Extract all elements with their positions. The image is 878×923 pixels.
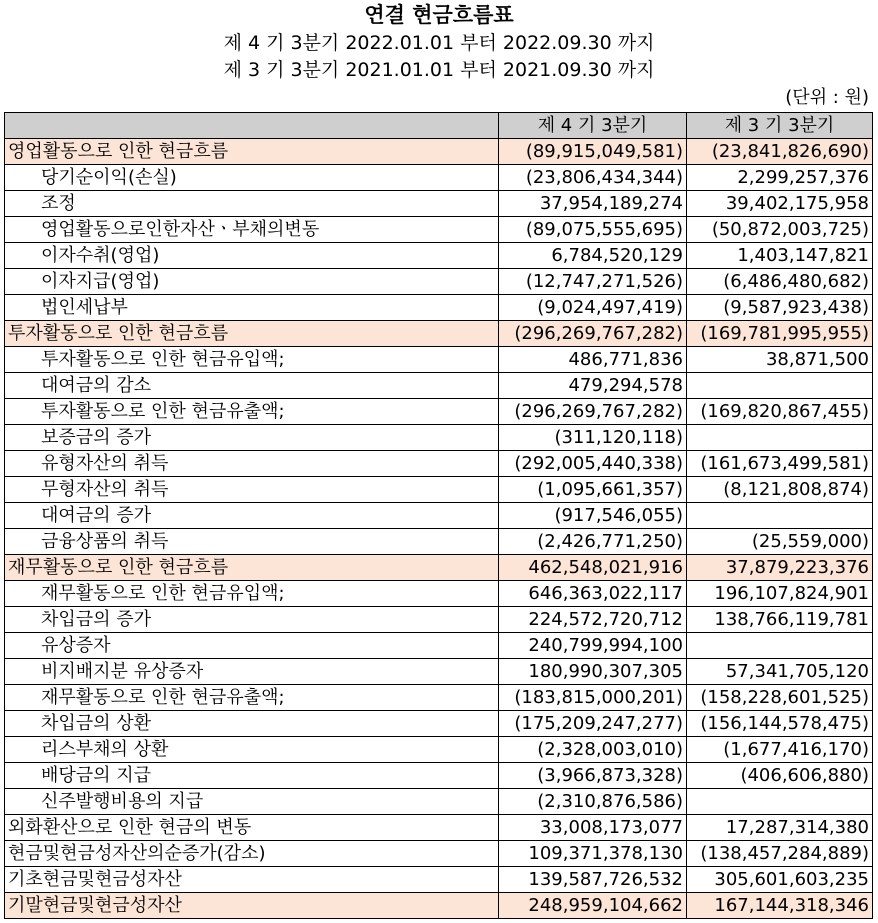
row-value-prior: (406,606,880) [687,763,873,789]
row-value-prior: (25,559,000) [687,529,873,555]
row-value-current: 109,371,378,130 [499,841,687,867]
row-label: 영업활동으로 인한 현금흐름 [5,139,499,165]
table-row [5,737,873,763]
row-label: 당기순이익(손실) [5,165,499,191]
row-label: 재무활동으로 인한 현금유입액; [5,581,499,607]
row-value-prior: 17,287,314,380 [687,815,873,841]
row-value-prior: 2,299,257,376 [687,165,873,191]
row-value-prior: 196,107,824,901 [687,581,873,607]
row-value-current: 37,954,189,274 [499,191,687,217]
table-row [5,789,873,815]
row-value-current: 139,587,726,532 [499,867,687,893]
row-value-current: 6,784,520,129 [499,243,687,269]
row-label: 조정 [5,191,499,217]
row-label: 현금및현금성자산의순증가(감소) [5,841,499,867]
row-value-current: (296,269,767,282) [499,399,687,425]
table-row [5,373,873,399]
row-value-current: 486,771,836 [499,347,687,373]
table-row [5,529,873,555]
row-label: 배당금의 지급 [5,763,499,789]
row-value-current: (1,095,661,357) [499,477,687,503]
table-row [5,893,873,919]
row-label: 이자수취(영업) [5,243,499,269]
row-value-prior [687,503,873,529]
header-prior-period: 제 3 기 3분기 [687,113,873,139]
row-value-prior: 37,879,223,376 [687,555,873,581]
table-row [5,685,873,711]
row-label: 재무활동으로 인한 현금유출액; [5,685,499,711]
table-row [5,243,873,269]
row-value-prior: (161,673,499,581) [687,451,873,477]
table-row [5,503,873,529]
table-row [5,165,873,191]
table-row [5,763,873,789]
table-row [5,191,873,217]
row-label: 기초현금및현금성자산 [5,867,499,893]
period-current: 제 4 기 3분기 2022.01.01 부터 2022.09.30 까지 [223,32,655,54]
row-label: 투자활동으로 인한 현금흐름 [5,321,499,347]
table-row [5,659,873,685]
row-label: 외화환산으로 인한 현금의 변동 [5,815,499,841]
row-value-prior: 167,144,318,346 [687,893,873,919]
row-value-prior: (9,587,923,438) [687,295,873,321]
row-label: 리스부채의 상환 [5,737,499,763]
header-current-period: 제 4 기 3분기 [499,113,687,139]
table-row [5,607,873,633]
row-value-current: 224,572,720,712 [499,607,687,633]
row-value-prior: 39,402,175,958 [687,191,873,217]
table-row [5,581,873,607]
row-label: 비지배지분 유상증자 [5,659,499,685]
cash-flow-table [4,112,873,919]
row-value-prior: (6,486,480,682) [687,269,873,295]
table-row [5,815,873,841]
row-value-current: 180,990,307,305 [499,659,687,685]
row-value-prior: (156,144,578,475) [687,711,873,737]
row-value-prior: (1,677,416,170) [687,737,873,763]
row-value-prior: (23,841,826,690) [687,139,873,165]
row-value-current: (175,209,247,277) [499,711,687,737]
row-label: 무형자산의 취득 [5,477,499,503]
table-row [5,451,873,477]
row-label: 법인세납부 [5,295,499,321]
row-label: 유형자산의 취득 [5,451,499,477]
row-label: 대여금의 감소 [5,373,499,399]
table-row [5,867,873,893]
row-value-current: 248,959,104,662 [499,893,687,919]
table-row [5,269,873,295]
row-label: 투자활동으로 인한 현금유입액; [5,347,499,373]
row-value-prior: (169,820,867,455) [687,399,873,425]
row-value-prior: (169,781,995,955) [687,321,873,347]
row-value-current: 33,008,173,077 [499,815,687,841]
row-value-prior: 138,766,119,781 [687,607,873,633]
row-value-current: 479,294,578 [499,373,687,399]
row-value-prior: 57,341,705,120 [687,659,873,685]
row-value-current: 240,799,994,100 [499,633,687,659]
table-row [5,399,873,425]
row-value-prior: (8,121,808,874) [687,477,873,503]
row-value-current: (89,075,555,695) [499,217,687,243]
row-value-current: (917,546,055) [499,503,687,529]
row-value-prior: (50,872,003,725) [687,217,873,243]
row-value-current: 646,363,022,117 [499,581,687,607]
row-value-prior: 305,601,603,235 [687,867,873,893]
table-row [5,217,873,243]
period-prior: 제 3 기 3분기 2021.01.01 부터 2021.09.30 까지 [223,59,655,81]
table-row [5,477,873,503]
row-value-current: (9,024,497,419) [499,295,687,321]
row-value-current: (292,005,440,338) [499,451,687,477]
row-label: 이자지급(영업) [5,269,499,295]
table-row [5,425,873,451]
header-row [5,113,873,139]
header-label-column [5,113,499,139]
table-row [5,711,873,737]
row-label: 재무활동으로 인한 현금흐름 [5,555,499,581]
row-value-current: (3,966,873,328) [499,763,687,789]
row-value-prior [687,789,873,815]
row-value-prior: (138,457,284,889) [687,841,873,867]
row-value-current: (2,328,003,010) [499,737,687,763]
unit-note: (단위 : 원) [785,87,869,108]
row-value-prior: (158,228,601,525) [687,685,873,711]
row-label: 보증금의 증가 [5,425,499,451]
table-row [5,321,873,347]
row-label: 차입금의 증가 [5,607,499,633]
row-value-current: (296,269,767,282) [499,321,687,347]
table-row [5,347,873,373]
row-value-prior [687,425,873,451]
row-label: 신주발행비용의 지급 [5,789,499,815]
row-label: 영업활동으로인한자산ㆍ부채의변동 [5,217,499,243]
table-row [5,295,873,321]
row-label: 유상증자 [5,633,499,659]
row-label: 대여금의 증가 [5,503,499,529]
row-value-current: (2,310,876,586) [499,789,687,815]
row-value-prior: 1,403,147,821 [687,243,873,269]
table-row [5,139,873,165]
row-value-prior: 38,871,500 [687,347,873,373]
row-label: 투자활동으로 인한 현금유출액; [5,399,499,425]
row-value-current: (12,747,271,526) [499,269,687,295]
table-row [5,555,873,581]
row-value-prior [687,373,873,399]
table-row [5,841,873,867]
row-label: 차입금의 상환 [5,711,499,737]
row-value-prior [687,633,873,659]
statement-title: 연결 현금흐름표 [364,3,514,27]
row-value-current: (89,915,049,581) [499,139,687,165]
row-value-current: (2,426,771,250) [499,529,687,555]
row-value-current: (183,815,000,201) [499,685,687,711]
row-label: 기말현금및현금성자산 [5,893,499,919]
row-value-current: (23,806,434,344) [499,165,687,191]
row-label: 금융상품의 취득 [5,529,499,555]
row-value-current: (311,120,118) [499,425,687,451]
table-body [5,139,873,919]
table-row [5,633,873,659]
row-value-current: 462,548,021,916 [499,555,687,581]
